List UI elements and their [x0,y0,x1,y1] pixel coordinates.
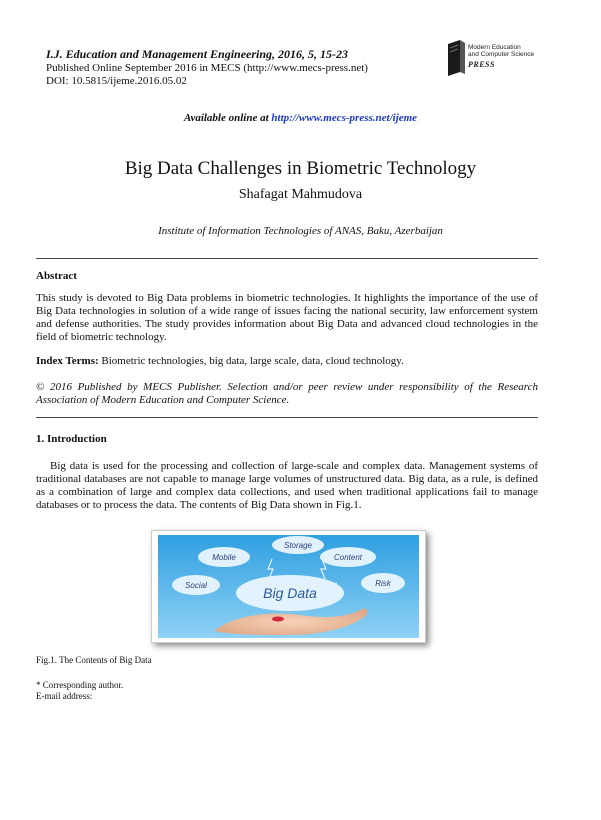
figure-caption: Fig.1. The Contents of Big Data [36,655,152,665]
introduction-heading: 1. Introduction [36,433,107,445]
index-terms-label: Index Terms: [36,355,99,367]
divider-top [36,258,538,259]
logo-line-1: Modern Education [468,44,521,51]
paper-author: Shafagat Mahmudova [238,187,363,202]
logo-text [468,44,534,58]
logo-press: PRESS [468,60,495,69]
cloud-label-storage: Storage [283,541,313,550]
cloud-label-risk: Risk [375,579,391,588]
index-terms-values: Biometric technologies, big data, large scale, data, cloud technology. [98,355,404,367]
journal-link[interactable]: http://www.mecs-press.net/ijeme [271,112,418,124]
index-terms [36,355,538,368]
figure-1 [151,530,426,643]
paper-title: Big Data Challenges in Biometric Technology [124,158,477,179]
cloud-label-mobile: Mobile [212,553,236,562]
publication-info: Published Online September 2016 in MECS (http://www.mecs-press.net) [46,62,368,74]
available-online [0,112,601,124]
available-prefix: Available online at [183,112,272,124]
introduction-text: Big data is used for the processing and collection of large-scale and complex data. Management systems of traditional databases are not capable to manage large volumes of unstructured data. Big data, as a rule, is defined as a combination of large and complex data collections, and used when traditional applications fail to manage databases or to process the data. The contents of Big Data shown in Fig.1. [36,460,538,511]
email-address: E-mail address: [36,691,93,701]
cloud-label-content: Content [333,553,363,562]
big-data-illustration [152,531,425,642]
doi: DOI: 10.5815/ijeme.2016.05.02 [46,75,187,87]
corresponding-author: * Corresponding author. [36,680,124,690]
copyright-notice: © 2016 Published by MECS Publisher. Selection and/or peer review under responsibility of the Research Association of Modern Education and Computer Science. [36,381,538,406]
journal-header: I.J. Education and Management Engineering, 2016, 5, 15-23 [46,47,349,61]
abstract-heading: Abstract [36,270,77,282]
divider-bottom [36,417,538,418]
main-cloud-label: Big Data [263,585,317,601]
abstract-text: This study is devoted to Big Data problems in biometric technologies. It highlights the importance of the use of Big Data technologies in solution of a wide range of issues facing the national security, law enforcement system and defense authorities. The study provides information about Big Data and advanced cloud technologies in the field of biometric technology. [36,292,538,343]
cloud-label-social: Social [185,581,207,590]
logo-line-2: and Computer Science [468,51,535,58]
publisher-logo [446,38,556,82]
book-icon [446,38,468,78]
author-affiliation: Institute of Information Technologies of ANAS, Baku, Azerbaijan [158,225,443,237]
